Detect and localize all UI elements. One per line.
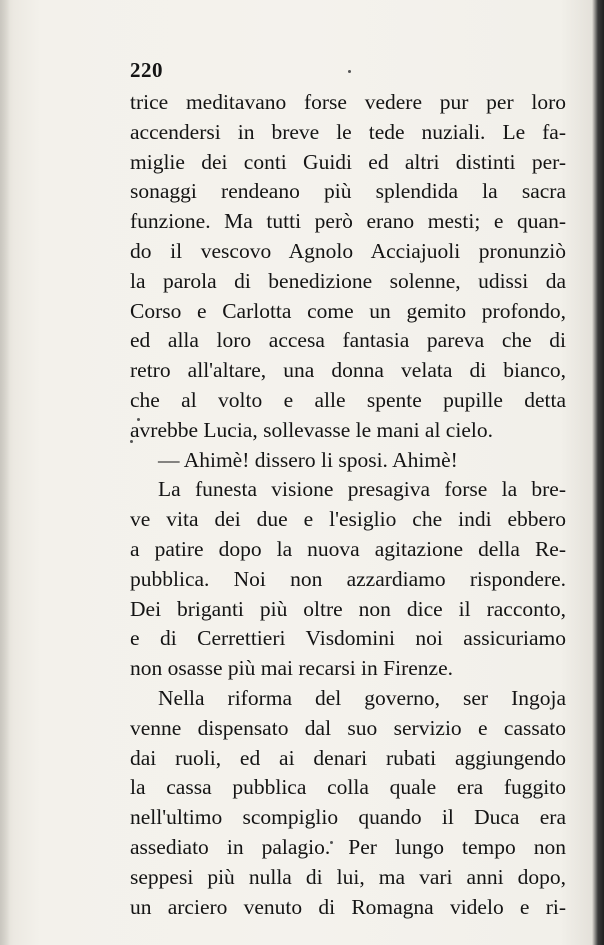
text-line: dai ruoli, ed ai denari rubati aggiungendo	[130, 745, 566, 770]
text-line: pubblica. Noi non azzardiamo rispondere.	[130, 566, 566, 591]
text-line: venne dispensato dal suo servizio e cassato	[130, 715, 566, 740]
text-line: — Ahimè! dissero li sposi. Ahimè!	[158, 447, 458, 472]
text-line: Corso e Carlotta come un gemito profondo,	[130, 298, 566, 323]
text-line: funzione. Ma tutti però erano mesti; e quan-	[130, 209, 566, 234]
text-line: miglie dei conti Guidi ed altri distinti per-	[130, 149, 566, 174]
page-gutter-shadow	[0, 0, 10, 945]
text-line: Nella riforma del governo, ser Ingoja	[158, 685, 566, 710]
text-line: che al volto e alle spente pupille detta	[130, 387, 566, 412]
page-number: 220	[130, 58, 163, 82]
text-line: sonaggi rendeano più splendida la sacra	[130, 179, 566, 204]
text-line: avrebbe Lucia, sollevasse le mani al cielo.	[130, 417, 493, 442]
text-line: la parola di benedizione solenne, udissi da	[130, 268, 566, 293]
text-line: seppesi più nulla di lui, ma vari anni dopo,	[130, 864, 566, 889]
text-line: nell'ultimo scompiglio quando il Duca era	[130, 805, 566, 830]
text-line: un arciero venuto di Romagna videlo e ri-	[130, 894, 566, 919]
text-line: e di Cerrettieri Visdomini noi assicuriamo	[130, 626, 566, 651]
text-line: retro all'altare, una donna velata di bianco,	[130, 358, 566, 383]
text-line: do il vescovo Agnolo Acciajuoli pronunziò	[130, 238, 566, 263]
text-line: a patire dopo la nuova agitazione della Re-	[130, 536, 566, 561]
text-line: accendersi in breve le tede nuziali. Le fa-	[130, 119, 566, 144]
text-line: trice meditavano forse vedere pur per loro	[130, 90, 566, 114]
text-line: ed alla loro accesa fantasia pareva che di	[130, 328, 566, 353]
text-line: non osasse più mai recarsi in Firenze.	[130, 656, 454, 681]
text-line: assediato in palagio. Per lungo tempo non	[130, 834, 566, 859]
text-line: La funesta visione presagiva forse la bre-	[158, 477, 566, 502]
text-line: la cassa pubblica colla quale era fuggito	[130, 775, 566, 800]
print-speck	[348, 70, 351, 73]
body-text	[130, 88, 566, 922]
text-line: ve vita dei due e l'esiglio che indi ebbero	[130, 507, 566, 532]
text-line: Dei briganti più oltre non dice il racconto,	[130, 596, 566, 621]
